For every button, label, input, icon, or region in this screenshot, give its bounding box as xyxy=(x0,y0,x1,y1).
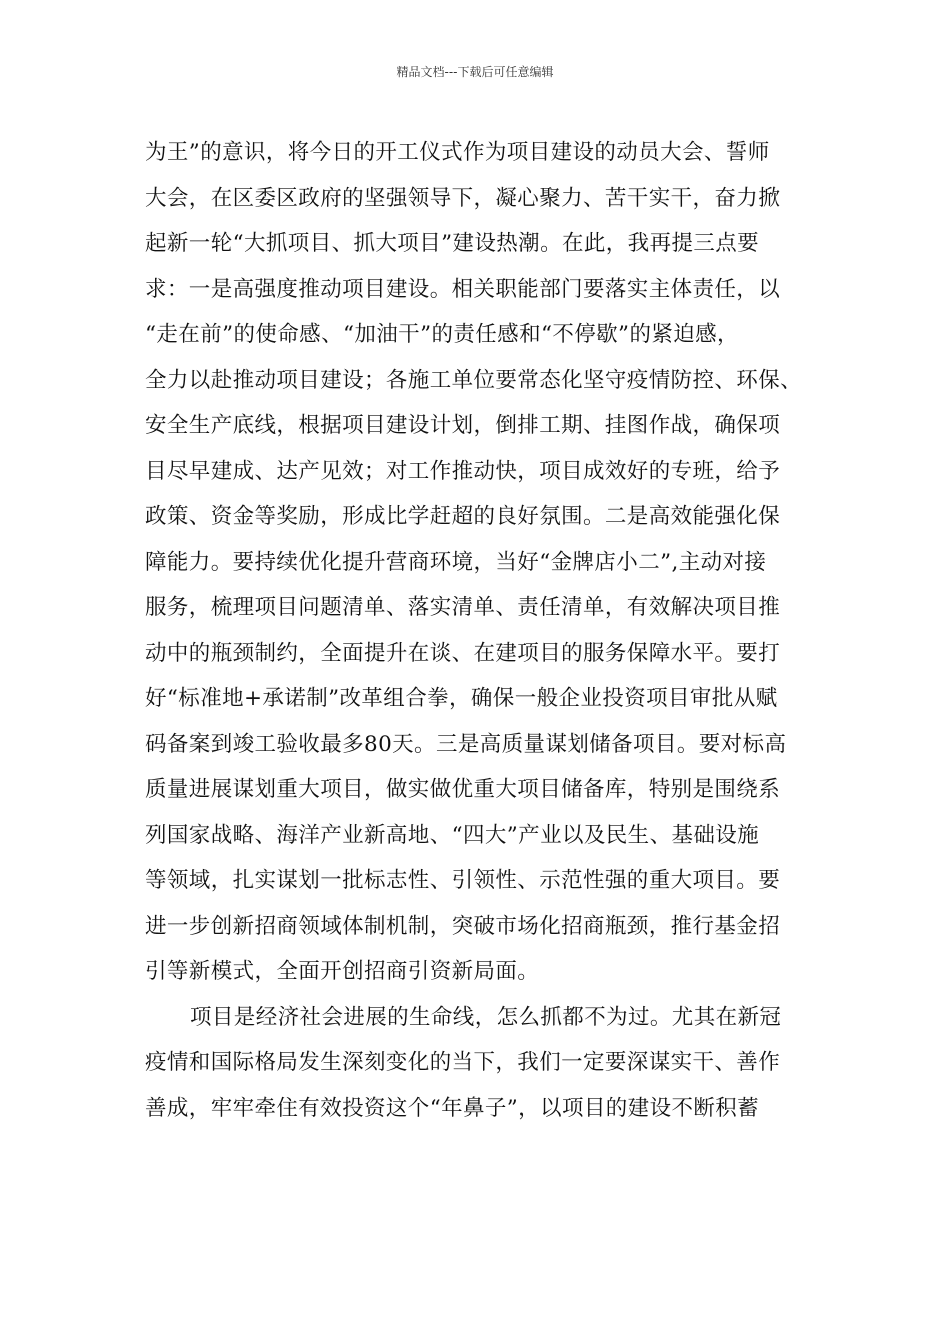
text-line: 求：一是高强度推动项目建设。相关职能部门要落实主体责任，以 xyxy=(145,276,781,302)
text-line: 好“标准地+承诺制”改革组合拳，确保一般企业投资项目审批从赋 xyxy=(145,686,778,711)
paragraph xyxy=(145,130,810,995)
text-line: 动中的瓶颈制约，全面提升在谈、在建项目的服务保障水平。要打 xyxy=(145,640,781,666)
text-line: 列国家战略、海洋产业新高地、“四大”产业以及民生、基础设施 xyxy=(145,822,760,848)
paragraph xyxy=(145,995,810,1132)
text-line: 进一步创新招商领域体制机制，突破市场化招商瓶颈，推行基金招 xyxy=(145,913,781,939)
document-body xyxy=(145,130,810,1131)
page-header: 精品文档---下载后可任意编辑 xyxy=(396,65,554,79)
text-line: 善成，牢牢牵住有效投资这个“年鼻子”，以项目的建设不断积蓄 xyxy=(145,1095,760,1121)
text-line: 引等新模式，全面开创招商引资新局面。 xyxy=(145,959,540,984)
text-line: 大会，在区委区政府的坚强领导下，凝心聚力、苦干实干，奋力掀 xyxy=(145,185,781,211)
text-line: 服务，梳理项目问题清单、落实清单、责任清单，有效解决项目推 xyxy=(145,595,781,620)
text-line: 起新一轮“大抓项目、抓大项目”建设热潮。在此，我再提三点要 xyxy=(145,231,760,256)
text-line: 为王”的意识，将今日的开工仪式作为项目建设的动员大会、誓师 xyxy=(145,140,770,165)
text-line: 疫情和国际格局发生深刻变化的当下，我们一定要深谋实干、善作 xyxy=(145,1050,781,1075)
text-line: 等领域，扎实谋划一批标志性、引领性、示范性强的重大项目。要 xyxy=(145,868,781,893)
text-line: “走在前”的使命感、“加油干”的责任感和“不停歇”的紧迫感， xyxy=(145,322,739,347)
text-line: 安全生产底线，根据项目建设计划，倒排工期、挂图作战，确保项 xyxy=(145,413,781,438)
text-line: 项目是经济社会进展的生命线，怎么抓都不为过。尤其在新冠 xyxy=(190,1004,782,1030)
text-line: 全力以赴推动项目建设；各施工单位要常态化坚守疫情防控、环保、 xyxy=(145,367,803,393)
text-line: 质量进展谋划重大项目，做实做优重大项目储备库，特别是围绕系 xyxy=(145,777,781,802)
text-line: 目尽早建成、达产见效；对工作推动快，项目成效好的专班，给予 xyxy=(145,458,781,484)
text-line: 码备案到竣工验收最多80天。三是高质量谋划储备项目。要对标高 xyxy=(145,731,787,757)
text-line: 政策、资金等奖励，形成比学赶超的良好氛围。二是高效能强化保 xyxy=(145,504,781,529)
text-line: 障能力。要持续优化提升营商环境，当好“金牌店小二”,主动对接 xyxy=(145,549,767,575)
